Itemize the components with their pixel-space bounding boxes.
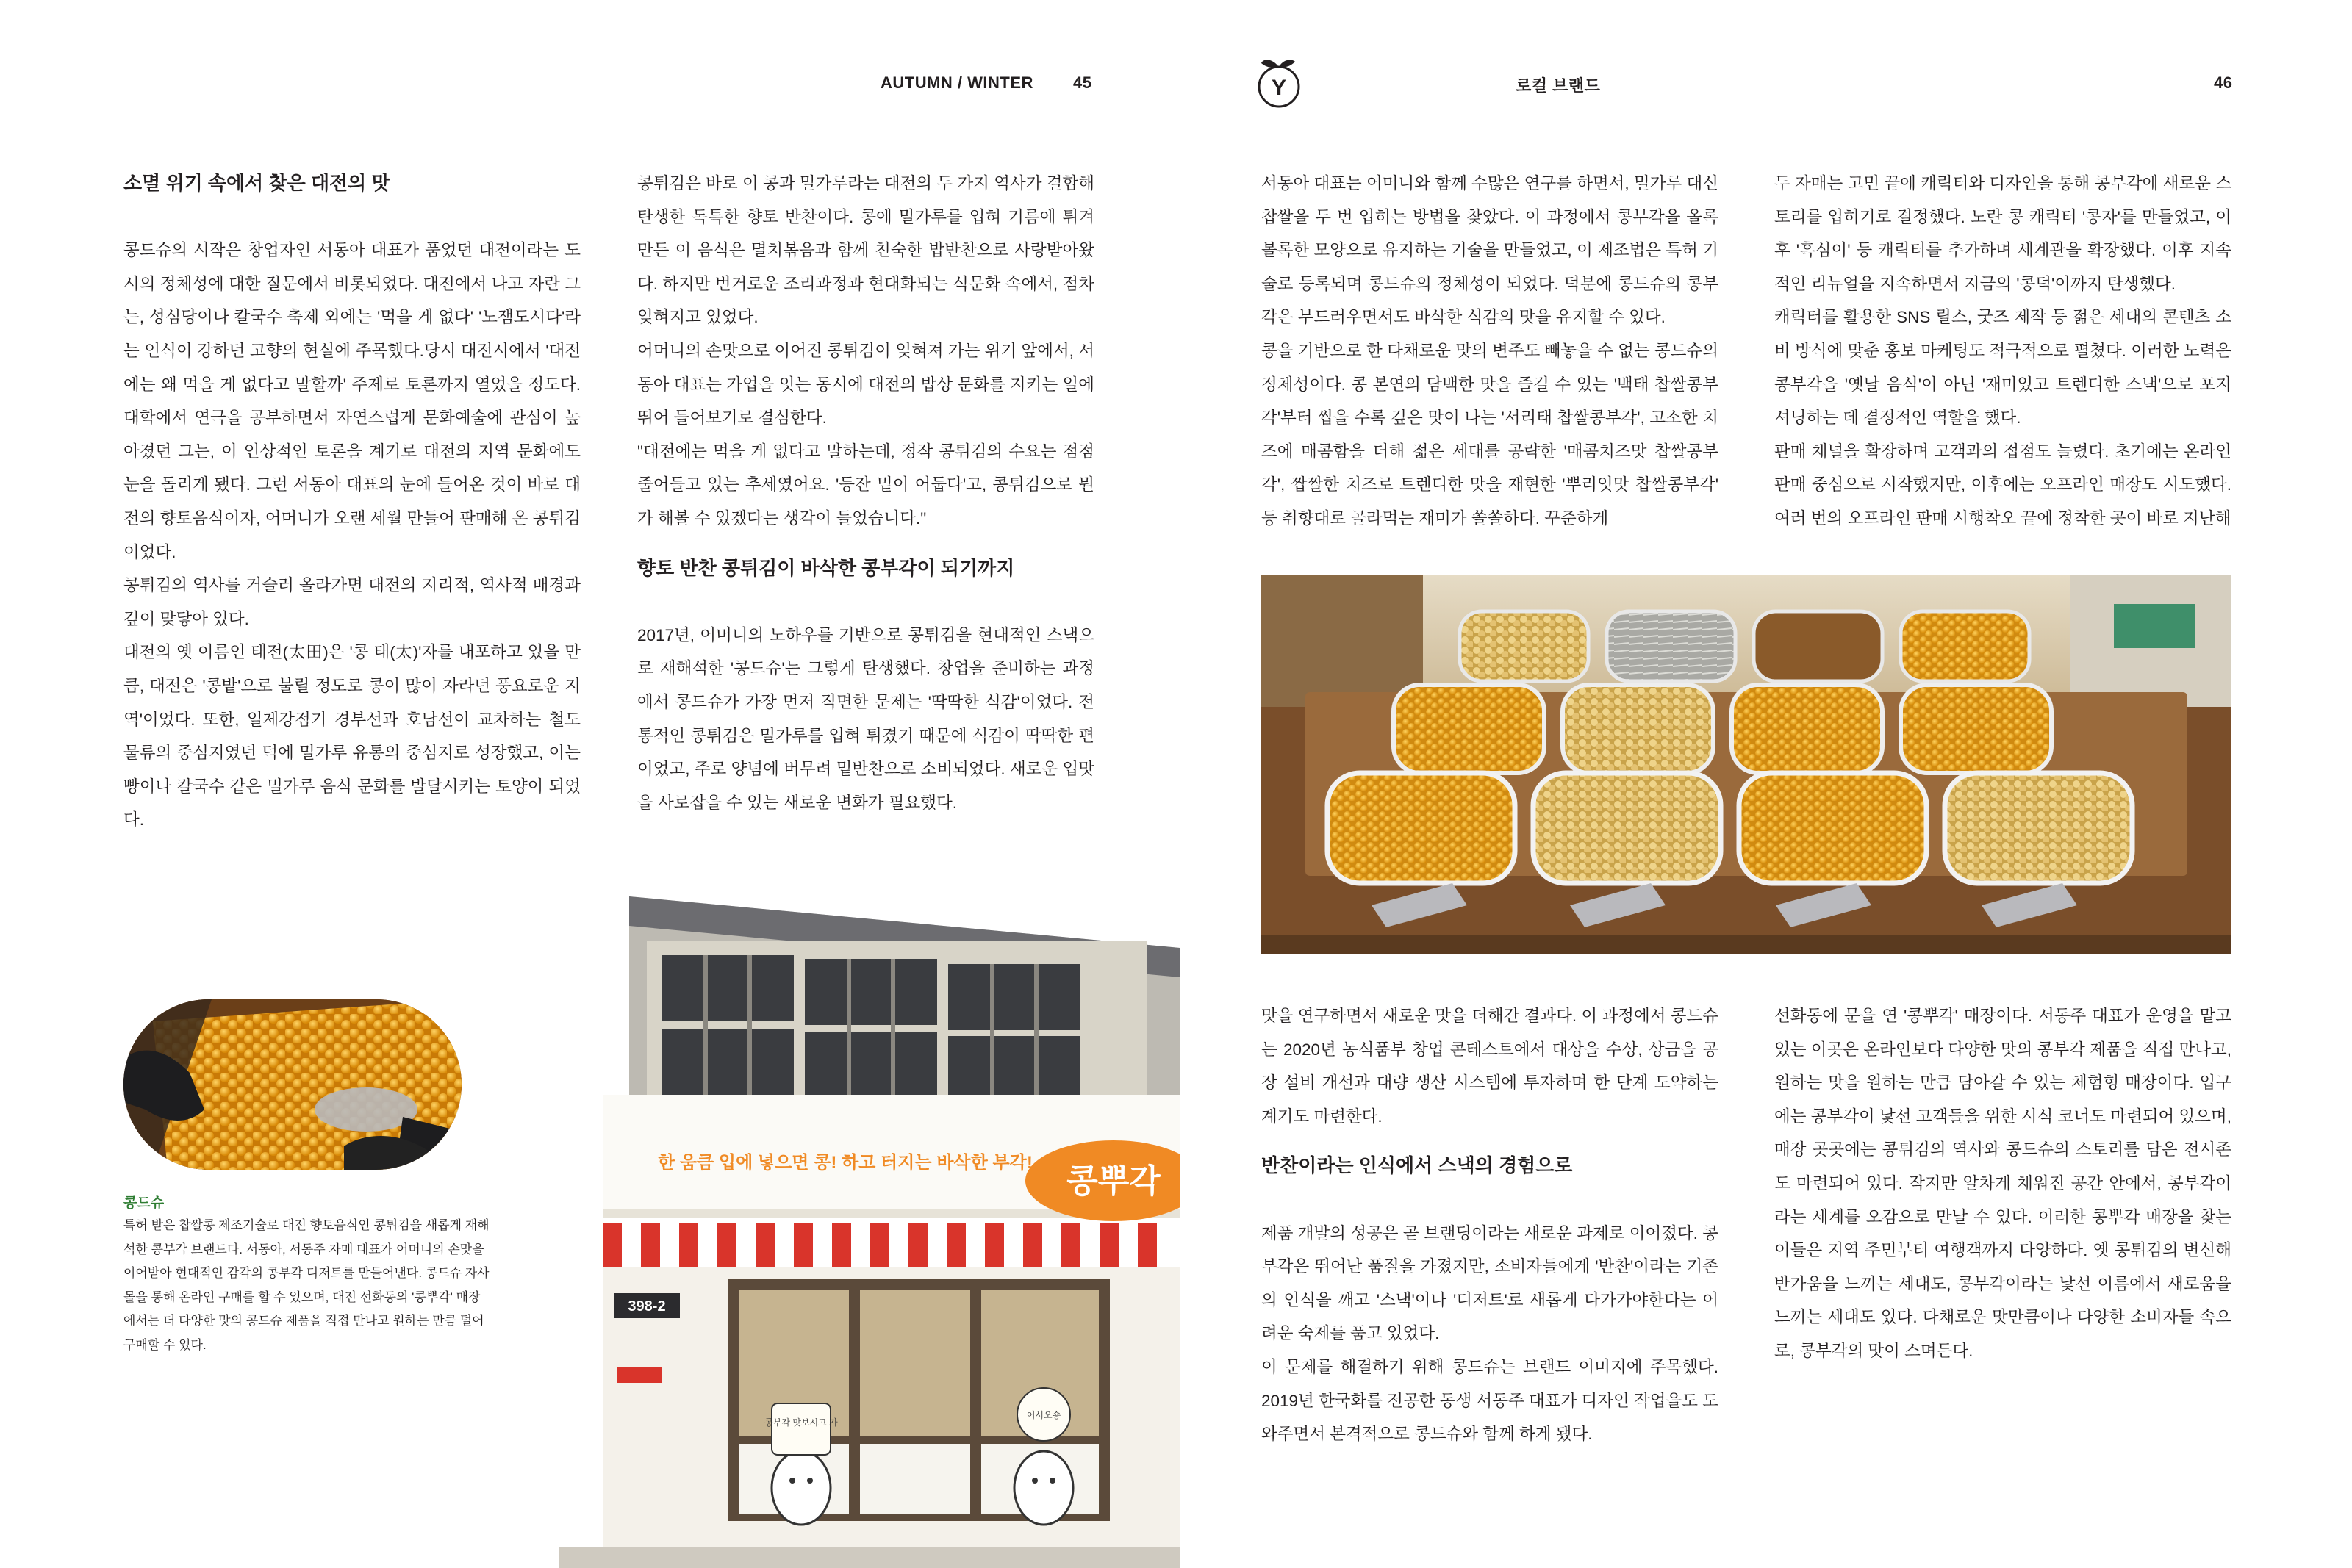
paragraph: 서동아 대표는 어머니와 함께 수많은 연구를 하면서, 밀가루 대신 찹쌀을 두 번 입히는 방법을 찾았다. 이 과정에서 콩부각을 올록볼록한 모양으로 유지하는 기술을 만들었고, 이 제조법은 특허 기술로 등록되며 콩드슈의 정체성이 되었다. 덕분에 콩드슈의 콩부각은 부드러우면서도 바삭한 식감의 맛을 유지할 수 있다. xyxy=(1261,174,1718,327)
snack-scoop-photo xyxy=(123,999,462,1170)
storefront-illustration xyxy=(559,896,1180,1568)
svg-text:Y: Y xyxy=(1271,76,1287,100)
paragraph: 콩드슈의 시작은 창업자인 서동아 대표가 품었던 대전이라는 도시의 정체성에 대한 질문에서 비롯되었다. 대전에서 나고 자란 그는, 성심당이나 칼국수 축제 외에는 '먹을 게 없다' '노잼도시다'라는 인식이 강하던 고향의 현실에 주목했다.당시 대전시에서 '대전에는 왜 먹을 게 없다고 말할까' 주제로 토론까지 열었을 정도다. 대학에서 연극을 공부하면서 자연스럽게 문화예술에 관심이 높아졌던 그는, 이 인상적인 토론을 계기로 대전의 지역 문화에도 눈을 돌리게 됐다. 그런 서동아 대표의 눈에 들어온 것이 바로 대전의 향토음식이자, 어머니가 오랜 세월 만들어 판매해 온 콩튀김이었다. xyxy=(123,241,581,561)
paragraph: 선화동에 문을 연 '콩뿌각' 매장이다. 서동주 대표가 운영을 맡고 있는 이곳은 온라인보다 다양한 맛의 콩부각 제품을 직접 만나고, 원하는 맛을 원하는 만큼 담아갈 수 있는 체험형 매장이다. 입구에는 콩부각이 낯선 고객들을 위한 시식 코너도 마련되어 있으며, 매장 곳곳에는 콩튀김의 역사와 콩드슈의 스토리를 담은 전시존도 마련되어 있다. 작지만 알차게 채워진 공간 안에서, 콩부각이라는 세계를 오감으로 만날 수 있다. 이러한 콩뿌각 매장을 찾는 이들은 지역 주민부터 여행객까지 다양하다. 옛 콩튀김의 변신해 반가움을 느끼는 세대도, 콩부각이라는 낯선 이름에서 새로움을 느끼는 세대도 있다. 다채로운 맛만큼이나 다양한 소비자들 속으로, 콩부각의 맛이 스며든다. xyxy=(1774,1007,2231,1360)
article-column-1 xyxy=(123,167,581,837)
section-heading-3: 반찬이라는 인식에서 스낵의 경험으로 xyxy=(1261,1154,1573,1177)
right-page-number: 46 xyxy=(2214,73,2233,92)
leaf-logo-icon xyxy=(1250,53,1308,112)
svg-text:콩부각 맛보시고 가: 콩부각 맛보시고 가 xyxy=(764,1417,838,1428)
caption-title: 콩드슈 xyxy=(123,1195,165,1211)
paragraph: 이 문제를 해결하기 위해 콩드슈는 브랜드 이미지에 주목했다. 2019년 한국화를 전공한 동생 서동주 대표가 디자인 작업을도 도와주면서 본격적으로 콩드슈와 함께 하게 됐다. xyxy=(1261,1357,1718,1444)
paragraph: 대전의 옛 이름인 태전(太田)은 '콩 태(太)'자를 내포하고 있을 만큼, 대전은 '콩밭'으로 불릴 정도로 콩이 많이 자라던 풍요로운 지역'이었다. 또한, 일제강점기 경부선과 호남선이 교차하는 철도 물류의 중심지였던 덕에 밀가루 유통의 중심지로 성장했고, 이는 빵이나 칼국수 같은 밀가루 음식 문화를 발달시키는 토양이 되었다. xyxy=(123,643,581,830)
paragraph: 콩튀김의 역사를 거슬러 올라가면 대전의 지리적, 역사적 배경과 깊이 맞닿아 있다. xyxy=(123,576,581,628)
address-plate: 398-2 xyxy=(628,1298,666,1315)
svg-text:어서오숑: 어서오숑 xyxy=(1026,1410,1061,1420)
striped-awning xyxy=(603,1223,1180,1267)
paragraph: 맛을 연구하면서 새로운 맛을 더해간 결과다. 이 과정에서 콩드슈는 2020년 농식품부 창업 콘테스트에서 대상을 수상, 상금을 공장 설비 개선과 대량 생산 시스템에 투자하며 한 단계 도약하는 계기도 마련한다. xyxy=(1261,1007,1718,1126)
article-column-4-bottom xyxy=(1774,999,2231,1368)
paragraph: 어머니의 손맛으로 이어진 콩튀김이 잊혀져 가는 위기 앞에서, 서동아 대표는 가업을 잇는 동시에 대전의 밥상 문화를 지키는 일에 뛰어 들어보기로 결심한다. xyxy=(637,341,1094,428)
paragraph: 캐릭터를 활용한 SNS 릴스, 굿즈 제작 등 젊은 세대의 콘텐츠 소비 방식에 맞춘 홍보 마케팅도 적극적으로 펼쳤다. 이러한 노력은 콩부각을 '옛날 음식'이 아닌 '재미있고 트렌디한 스낵'으로 포지셔닝하는 데 결정적인 역할을 했다. xyxy=(1774,308,2231,428)
snack-display-illustration xyxy=(1261,575,2231,954)
store-name-sign: 콩뿌각 xyxy=(1066,1163,1161,1199)
paragraph: 제품 개발의 성공은 곧 브랜딩이라는 새로운 과제로 이어졌다. 콩부각은 뛰어난 품질을 가졌지만, 소비자들에게 '반찬'이라는 기존의 인식을 깨고 '스낵'이나 '디저트'로 새롭게 다가가야한다는 어려운 숙제를 품고 있었다. xyxy=(1261,1223,1718,1343)
snack-scoop-illustration xyxy=(123,999,462,1170)
article-column-4-top xyxy=(1774,167,2231,536)
paragraph: 2017년, 어머니의 노하우를 기반으로 콩튀김을 현대적인 스낵으로 재해석한 '콩드슈'는 그렇게 탄생했다. 창업을 준비하는 과정에서 콩드슈가 가장 먼저 직면한 문제는 '딱딱한 식감'이었다. 전통적인 콩튀김은 밀가루를 입혀 튀겼기 때문에 식감이 딱딱한 편이었고, 주로 양념에 버무려 밑반찬으로 소비되었다. 새로운 입맛을 사로잡을 수 있는 새로운 변화가 필요했다. xyxy=(637,625,1094,812)
magazine-logo xyxy=(1250,53,1308,112)
caption-body: 특허 받은 찹쌀콩 제조기술로 대전 향토음식인 콩튀김을 새롭게 재해석한 콩부각 브랜드다. 서동아, 서동주 자매 대표가 어머니의 손맛을 이어받아 현대적인 감각의 콩부각 디저트를 만들어낸다. 콩드슈 자사몰을 통해 온라인 구매를 할 수 있으며, 대전 선화동의 '콩뿌각' 매장에서는 더 다양한 맛의 콩드슈 제품을 직접 만나고 원하는 만큼 덜어 구매할 수 있다. xyxy=(123,1218,490,1352)
season-label: AUTUMN / WINTER xyxy=(881,73,1033,92)
paragraph: 콩튀김은 바로 이 콩과 밀가루라는 대전의 두 가지 역사가 결합해 탄생한 독특한 향토 반찬이다. 콩에 밀가루를 입혀 기름에 튀겨 만든 이 음식은 멸치볶음과 함께 친숙한 밥반찬으로 사랑받아왔다. 하지만 번거로운 조리과정과 현대화되는 식문화 속에서, 점차 잊혀지고 있었다. xyxy=(637,174,1094,327)
section-label: 로컬 브랜드 xyxy=(1516,76,1601,95)
banner-slogan: 한 움큼 입에 넣으면 콩! 하고 터지는 바삭한 부각! xyxy=(658,1153,1033,1173)
article-column-3-top xyxy=(1261,167,1718,536)
paragraph: 두 자매는 고민 끝에 캐릭터와 디자인을 통해 콩부각에 새로운 스토리를 입히기로 결정했다. 노란 콩 캐릭터 '콩자'를 만들었고, 이후 '흑심이' 등 캐릭터를 추가하며 세계관을 확장했다. 이후 지속적인 리뉴얼을 지속하면서 지금의 '콩덕'이까지 탄생했다. xyxy=(1774,174,2231,293)
storefront-photo xyxy=(559,896,1180,1568)
paragraph: 콩을 기반으로 한 다채로운 맛의 변주도 빼놓을 수 없는 콩드슈의 정체성이다. 콩 본연의 담백한 맛을 즐길 수 있는 '백태 찹쌀콩부각'부터 씹을 수록 깊은 맛이 나는 '서리태 찹쌀콩부각', 고소한 치즈에 매콤함을 더해 젊은 세대를 공략한 '매콤치즈맛 찹쌀콩부각', 짭짤한 치즈로 트렌디한 맛을 재현한 '뿌리잇맛 찹쌀콩부각' 등 취향대로 골라먹는 재미가 쏠쏠하다. 꾸준하게 xyxy=(1261,341,1718,528)
store-interior-photo xyxy=(1261,575,2231,954)
article-column-2 xyxy=(637,167,1094,819)
article-column-3-bottom xyxy=(1261,999,1718,1451)
section-heading-1: 소멸 위기 속에서 찾은 대전의 맛 xyxy=(123,172,390,194)
left-page-number: 45 xyxy=(1073,73,1092,92)
paragraph: 판매 채널을 확장하며 고객과의 접점도 늘렸다. 초기에는 온라인 판매 중심으로 시작했지만, 이후에는 오프라인 매장도 시도했다. 여러 번의 오프라인 판매 시행착오 끝에 정착한 곳이 바로 지난해 xyxy=(1774,442,2231,528)
upper-windows xyxy=(647,941,1147,1102)
section-heading-2: 향토 반찬 콩튀김이 바삭한 콩부각이 되기까지 xyxy=(637,556,1015,579)
paragraph: "대전에는 먹을 게 없다고 말하는데, 정작 콩튀김의 수요는 점점 줄어들고 있는 추세였어요. '등잔 밑이 어둡다'고, 콩튀김으로 뭔가 해볼 수 있겠다는 생각이 들었습니다." xyxy=(637,442,1094,528)
